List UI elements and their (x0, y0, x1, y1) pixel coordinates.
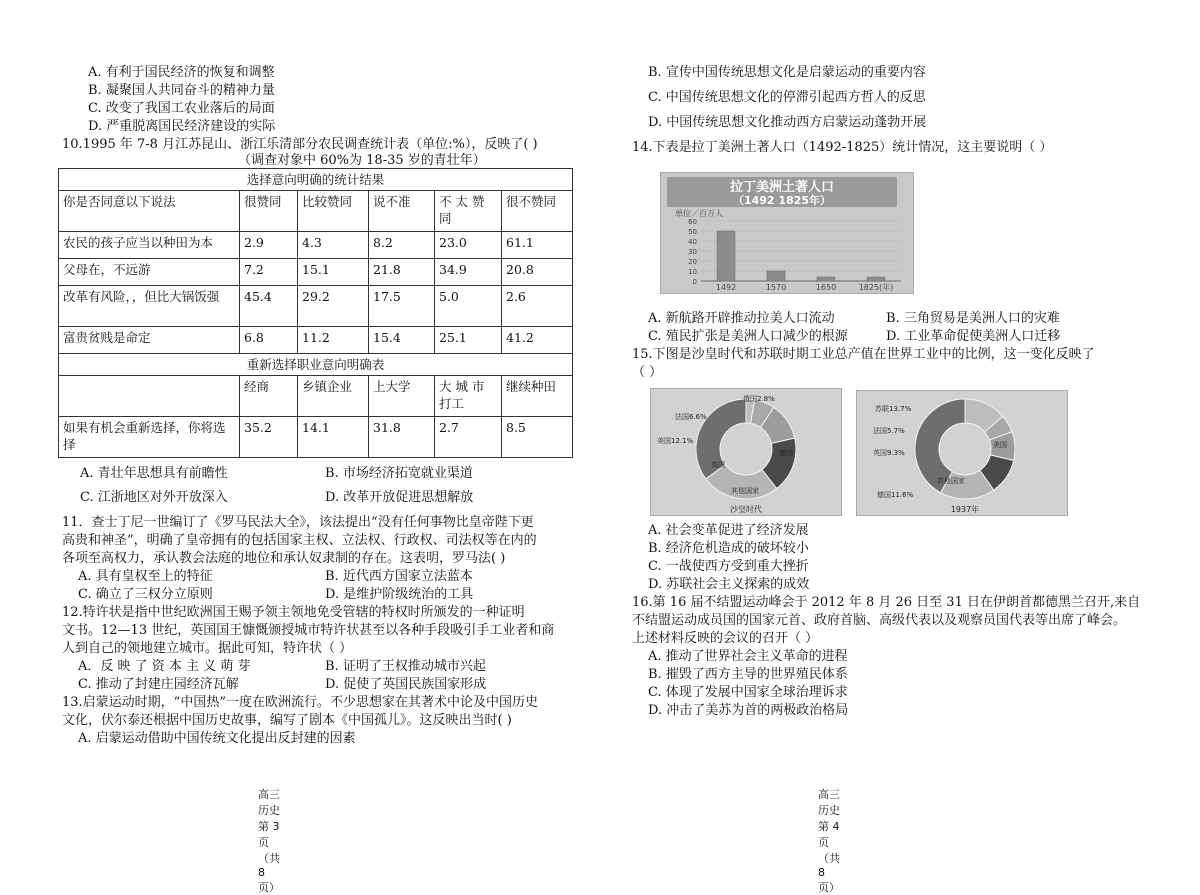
table-cell: 4.3 (298, 232, 369, 259)
table-cell: 23.0 (435, 232, 502, 259)
table2-header: 乡镇企业 (298, 376, 369, 417)
table-row (59, 259, 573, 286)
table-cell: 14.1 (298, 417, 369, 458)
table-cell: 15.4 (369, 327, 435, 354)
table1-header: 不 太 赞 同 (435, 191, 502, 232)
table-cell: 父母在，不远游 (59, 259, 240, 286)
bar (717, 231, 735, 281)
table-cell: 21.8 (369, 259, 435, 286)
q10-option-c: C. 江浙地区对外开放深入 (80, 490, 228, 505)
table2-header (59, 376, 240, 417)
q16-option-d: D. 冲击了美苏为首的两极政治格局 (648, 703, 849, 718)
table-cell: 农民的孩子应当以种田为本 (59, 232, 240, 259)
slice-label: 美国12.1% (657, 437, 694, 445)
q14-option-a: A. 新航路开辟推动拉美人口流动 (648, 311, 835, 326)
y-tick-label: 20 (688, 258, 697, 266)
chart-title: 拉丁美洲土著人口 (729, 180, 835, 195)
q16-option-a: A. 推动了世界社会主义革命的进程 (648, 649, 848, 664)
slice-label: 法国6.6% (675, 413, 707, 421)
q11-option-a: A. 具有皇权至上的特征 (78, 569, 213, 584)
table-row (59, 327, 573, 354)
population-bar-chart-svg (661, 173, 913, 293)
slice-label: 英国 (711, 461, 725, 469)
tsarist-donut-chart (650, 388, 842, 516)
q10-option-b: B. 市场经济拓宽就业渠道 (325, 466, 473, 481)
table2-header: 经商 (240, 376, 298, 417)
q10-survey-table (58, 168, 573, 458)
q9-option-c: C. 改变了我国工农业落后的局面 (88, 101, 275, 116)
q11-option-d: D. 是维护阶级统治的工具 (325, 587, 474, 602)
table-cell: 61.1 (502, 232, 573, 259)
bar (867, 277, 885, 281)
table-cell: 富贵贫贱是命定 (59, 327, 240, 354)
table-cell: 20.8 (502, 259, 573, 286)
q15-option-d: D. 苏联社会主义探索的成效 (648, 577, 810, 592)
slice-label: 美国 (993, 441, 1007, 449)
table-cell: 11.2 (298, 327, 369, 354)
q14-option-b: B. 三角贸易是美洲人口的灾难 (886, 311, 1060, 326)
q14-option-c: C. 殖民扩张是美洲人口减少的根源 (648, 329, 848, 344)
x-tick-label: 1825(年) (858, 283, 894, 292)
q14-stem: 14.下表是拉丁美洲土著人口（1492-1825）统计情况，这主要说明（ ） (632, 140, 1053, 155)
bar (817, 277, 835, 281)
q15-option-b: B. 经济危机造成的破坏较小 (648, 541, 809, 556)
q11-line: 各项至高权力，承认教会法庭的地位和承认奴隶制的存在。这表明，罗马法( ) (62, 551, 506, 566)
q13-option-d: D. 中国传统思想文化推动西方启蒙运动蓬勃开展 (648, 115, 927, 130)
q13-line: 文化，伏尔泰还根据中国历史故事，编写了剧本《中国孤儿》。这反映出当时( ) (62, 713, 512, 728)
slice-label: 德国11.6% (877, 491, 914, 499)
q12-line: 12.特许状是指中世纪欧洲国王赐予领主领地免受管辖的特权时所颁发的一种证明 (62, 605, 525, 620)
q13-option-b: B. 宣传中国传统思想文化是启蒙运动的重要内容 (648, 65, 926, 80)
table-cell: 8.5 (502, 417, 573, 458)
table1-header-row (59, 191, 573, 232)
table2-header: 继续种田 (502, 376, 573, 417)
y-tick-label: 60 (688, 218, 697, 226)
table1-header: 说不准 (369, 191, 435, 232)
slice-label: 其他国家 (731, 487, 759, 495)
table-cell: 29.2 (298, 286, 369, 327)
table-cell: 2.7 (435, 417, 502, 458)
table2-header-row (59, 376, 573, 417)
q12-option-d: D. 促使了英国民族国家形成 (325, 677, 487, 692)
q13-option-a: A. 启蒙运动借助中国传统文化提出反封建的因素 (78, 731, 356, 746)
population-bar-chart (660, 172, 914, 294)
table1-title: 选择意向明确的统计结果 (59, 169, 573, 191)
table-cell: 2.9 (240, 232, 298, 259)
q15-line: 15.下图是沙皇时代和苏联时期工业总产值在世界工业中的比例，这一变化反映了 (632, 347, 1095, 362)
q16-option-b: B. 摧毁了西方主导的世界殖民体系 (648, 667, 848, 682)
q16-option-c: C. 体现了发展中国家全球治理诉求 (648, 685, 848, 700)
table-cell: 如果有机会重新选择，你将选择 (59, 417, 240, 458)
table-cell: 7.2 (240, 259, 298, 286)
tsarist-donut-svg (651, 389, 841, 515)
q15-option-c: C. 一战使西方受到重大挫折 (648, 559, 809, 574)
table2-title: 重新选择职业意向明确表 (59, 354, 573, 376)
table-cell: 45.4 (240, 286, 298, 327)
table-cell: 改革有风险，，但比大锅饭强 (59, 286, 240, 327)
y-tick-label: 40 (688, 238, 697, 246)
slice-label: 其他国家 (937, 477, 965, 485)
q12-option-c: C. 推动了封建庄园经济瓦解 (78, 677, 239, 692)
page-footer-left: 高三历史 第 3 页 （共 8 页） (258, 788, 280, 894)
x-tick-label: 1650 (815, 283, 837, 292)
slice-label: 法国5.7% (873, 427, 905, 435)
chart-subtitle: （1492 1825年） (732, 194, 832, 207)
q12-option-b: B. 证明了王权推动城市兴起 (325, 659, 486, 674)
q9-option-a: A. 有利于国民经济的恢复和调整 (88, 65, 275, 80)
q15-line: （ ） (632, 365, 663, 380)
x-tick-label: 1570 (765, 283, 787, 292)
y-axis-label: 单位／百万人 (675, 209, 723, 218)
soviet-donut-svg (857, 391, 1067, 515)
table1-header: 很赞同 (240, 191, 298, 232)
table1-header: 比较赞同 (298, 191, 369, 232)
q14-option-d: D. 工业革命促使美洲人口迁移 (886, 329, 1061, 344)
table-cell: 8.2 (369, 232, 435, 259)
page-footer-right: 高三历史 第 4 页 （共 8 页） (818, 788, 840, 894)
table-cell: 35.2 (240, 417, 298, 458)
slice-label: 英国9.3% (873, 449, 905, 457)
q11-option-c: C. 确立了三权分立原则 (78, 587, 213, 602)
bar (767, 271, 785, 281)
y-tick-label: 30 (688, 248, 697, 256)
soviet-donut-chart (856, 390, 1068, 516)
table-cell: 31.8 (369, 417, 435, 458)
q11-option-b: B. 近代西方国家立法蓝本 (325, 569, 473, 584)
q11-line: 11．查士丁尼一世编订了《罗马民法大全》，该法提出“没有任何事物比皇帝陛下更 (62, 515, 534, 530)
q11-line: 高贵和神圣”，明确了皇帝拥有的包括国家主权、立法权、行政权、司法权等在内的 (62, 533, 537, 548)
q9-option-d: D. 严重脱离国民经济建设的实际 (88, 119, 276, 134)
table-row (59, 232, 573, 259)
x-tick-label: 1492 (715, 283, 737, 292)
table1-header: 很不赞同 (502, 191, 573, 232)
table2-header: 上大学 (369, 376, 435, 417)
table-cell: 5.0 (435, 286, 502, 327)
table-row (59, 417, 573, 458)
slice-label: 苏联13.7% (875, 405, 912, 413)
slice-label: 德国 (779, 449, 793, 457)
chart-caption: 1937年 (950, 505, 980, 514)
q10-stem: 10.1995 年 7-8 月江苏昆山、浙江乐清部分农民调查统计表（单位:%），反映了( ) (62, 137, 538, 152)
q10-option-d: D. 改革开放促进思想解放 (325, 490, 474, 505)
q10-option-a: A. 青壮年思想具有前瞻性 (80, 466, 228, 481)
q9-option-b: B. 凝聚国人共同奋斗的精神力量 (88, 83, 275, 98)
chart-caption: 沙皇时代 (730, 505, 762, 514)
slice-label: 俄国2.8% (743, 395, 775, 403)
q12-option-a: A．反 映 了 资 本 主 义 萌 芽 (78, 659, 251, 674)
q15-option-a: A. 社会变革促进了经济发展 (648, 523, 809, 538)
table-cell: 6.8 (240, 327, 298, 354)
table-cell: 41.2 (502, 327, 573, 354)
q13-line: 13.启蒙运动时期，“中国热”一度在欧洲流行。不少思想家在其著术中论及中国历史 (62, 695, 538, 710)
q16-line: 16.第 16 届不结盟运动峰会于 2012 年 8 月 26 日至 31 日在伊朗首都德黑兰召开,来自 (632, 595, 1141, 610)
table-cell: 15.1 (298, 259, 369, 286)
y-tick-label: 50 (688, 228, 697, 236)
y-tick-label: 0 (692, 278, 697, 286)
q16-line: 上述材料反映的会议的召开（ ） (632, 631, 819, 646)
table-row (59, 286, 573, 327)
table-cell: 25.1 (435, 327, 502, 354)
table-cell: 17.5 (369, 286, 435, 327)
table-cell: 2.6 (502, 286, 573, 327)
q12-line: 文书。12—13 世纪，英国国王慷慨颁授城市特许状甚至以各种手段吸引手工业者和商 (62, 623, 555, 638)
table-cell: 34.9 (435, 259, 502, 286)
table2-header: 大 城 市 打工 (435, 376, 502, 417)
y-tick-label: 10 (688, 268, 697, 276)
q12-line: 人到自己的领地建立城市。据此可知，特许状（ ） (62, 641, 353, 656)
q10-note: （调查对象中 60%为 18-35 岁的青壮年） (238, 153, 486, 168)
q13-option-c: C. 中国传统思想文化的停滞引起西方哲人的反思 (648, 90, 926, 105)
q16-line: 不结盟运动成员国的国家元首、政府首脑、高级代表以及观察员国代表等出席了峰会。 (632, 613, 1127, 628)
table1-header: 你是否同意以下说法 (59, 191, 240, 232)
